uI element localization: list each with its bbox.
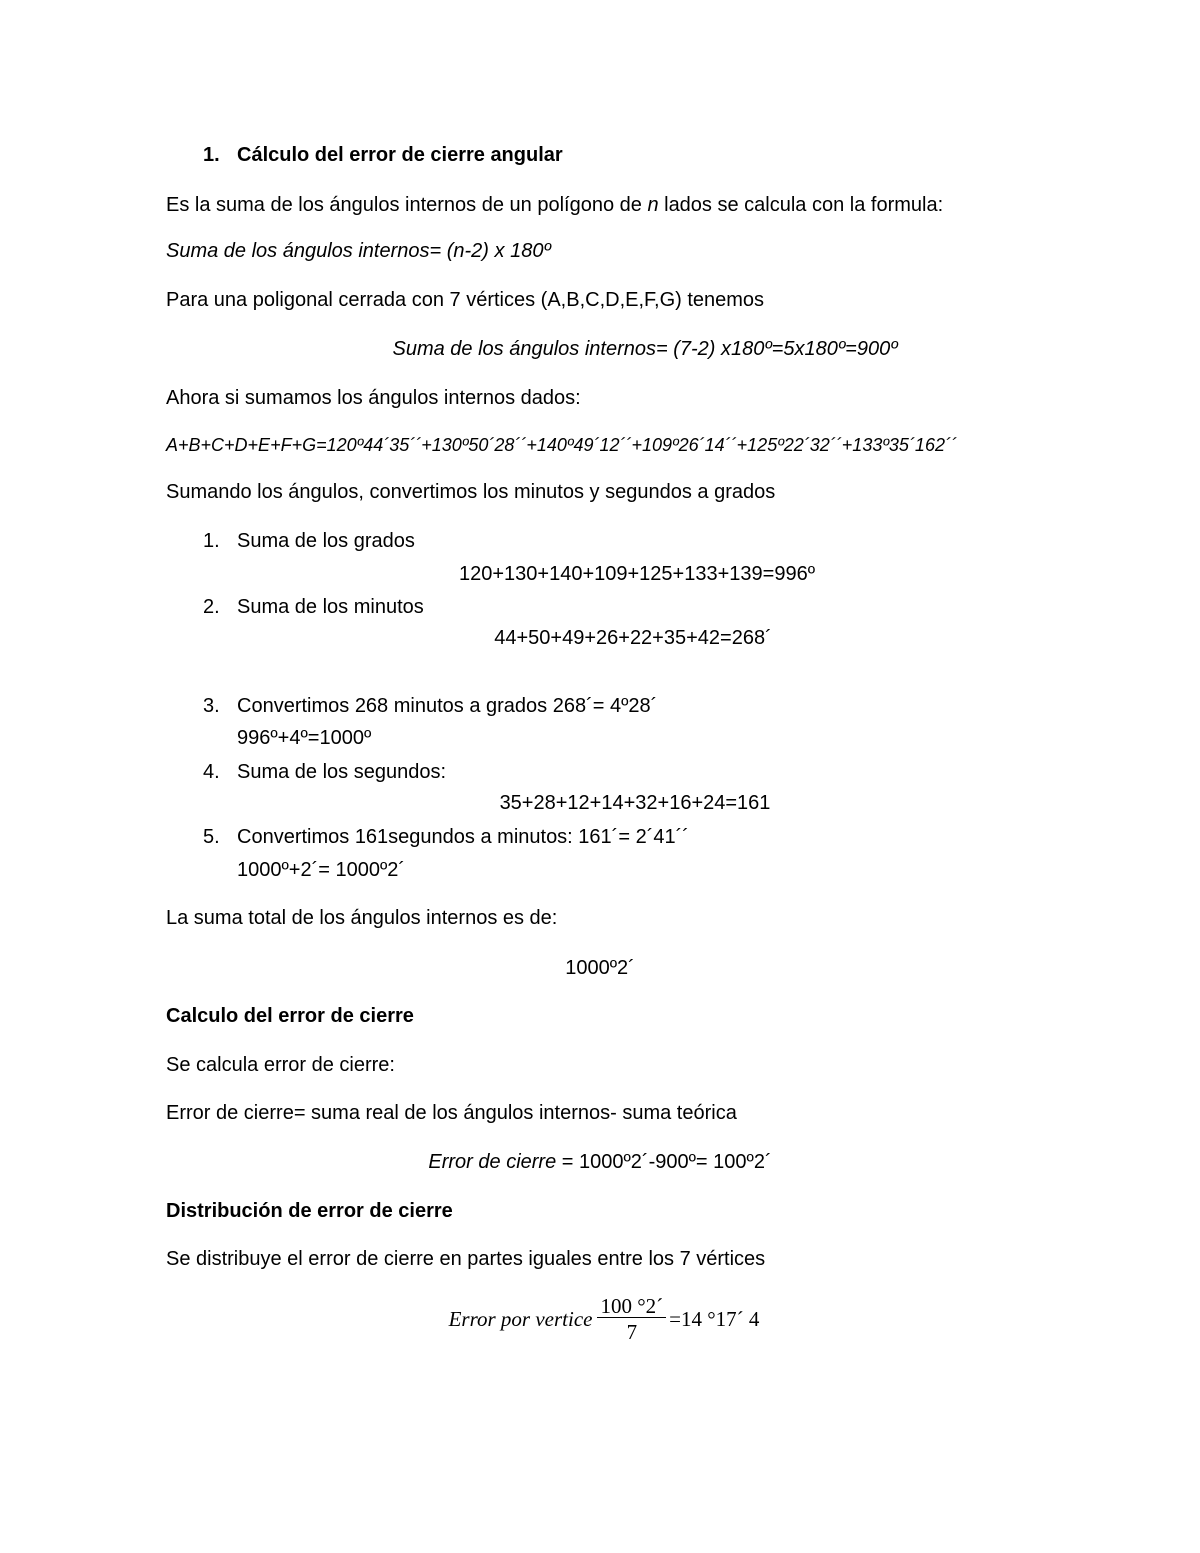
error-calculation [200, 1150, 1000, 1174]
list-item-label: Convertimos 161segundos a minutos: 161´= 2´41´´ [237, 826, 689, 848]
general-formula: Suma de los ángulos internos= (n-2) x 180º [166, 240, 551, 262]
list-item [203, 694, 657, 718]
list-item [203, 825, 689, 849]
error-calculation-expression: = 1000º2´-900º= 100º2´ [556, 1151, 772, 1173]
list-item-number: 1. [203, 530, 220, 552]
intro-text-after: lados se calcula con la formula: [658, 194, 944, 216]
intro-text-before: Es la suma de los ángulos internos de un polígono de [166, 194, 648, 216]
heading-title: Cálculo del error de cierre angular [237, 144, 563, 166]
section-heading-error-distribution: Distribución de error de cierre [166, 1200, 453, 1222]
minutes-conversion-result: 1000º+2´= 1000º2´ [237, 859, 406, 881]
heading-number: 1. [203, 144, 220, 166]
formula-label: Error por vertice [448, 1306, 593, 1331]
degrees-sum-result: 120+130+140+109+125+133+139=996º [458, 563, 815, 585]
formula-fraction [597, 1295, 666, 1343]
specific-formula: Suma de los ángulos internos= (7-2) x180º=5x180º=900º [392, 338, 898, 360]
list-item-label: Suma de los minutos [237, 596, 424, 618]
list-item-label: Suma de los segundos: [237, 761, 447, 783]
error-intro-paragraph: Se calcula error de cierre: [166, 1054, 395, 1076]
formula-result: =14 °17´ 4 [669, 1306, 760, 1331]
list-item-number: 2. [203, 596, 220, 618]
intro-variable: n [647, 194, 659, 216]
section-heading-angular-error [203, 142, 563, 168]
list-item-number: 3. [203, 695, 220, 717]
list-item-number: 5. [203, 826, 220, 848]
total-paragraph: La suma total de los ángulos internos es de: [166, 907, 558, 929]
list-item-label: Suma de los grados [237, 530, 415, 552]
error-calculation-label: Error de cierre [428, 1151, 557, 1173]
list-item-number: 4. [203, 761, 220, 783]
seconds-sum-result: 35+28+12+14+32+16+24=161 [499, 792, 771, 814]
fraction-numerator: 100 °2´ [597, 1295, 666, 1318]
fraction-denominator: 7 [626, 1320, 638, 1344]
list-item-label: Convertimos 268 minutos a grados 268´= 4º28´ [237, 695, 658, 717]
minutes-sum-result: 44+50+49+26+22+35+42=268´ [494, 627, 772, 649]
distribution-formula [204, 1295, 1004, 1343]
section-heading-closure-error: Calculo del error de cierre [166, 1005, 414, 1027]
degrees-conversion-result: 996º+4º=1000º [237, 727, 372, 749]
sum-intro-paragraph: Ahora si sumamos los ángulos internos dados: [166, 387, 581, 409]
poligonal-paragraph: Para una poligonal cerrada con 7 vértices (A,B,C,D,E,F,G) tenemos [166, 289, 765, 311]
sum-explain-paragraph: Sumando los ángulos, convertimos los minutos y segundos a grados [166, 481, 776, 503]
intro-paragraph [166, 193, 943, 217]
error-definition: Error de cierre= suma real de los ángulos internos- suma teórica [166, 1102, 737, 1124]
list-item [203, 760, 446, 784]
distribution-paragraph: Se distribuye el error de cierre en partes iguales entre los 7 vértices [166, 1248, 766, 1270]
list-item [203, 595, 424, 619]
angles-sum-expression: A+B+C+D+E+F+G=120º44´35´´+130º50´28´´+140º49´12´´+109º26´14´´+125º22´32´´+133º35´162´´ [166, 435, 957, 455]
list-item [203, 529, 415, 553]
total-value: 1000º2´ [565, 957, 635, 979]
